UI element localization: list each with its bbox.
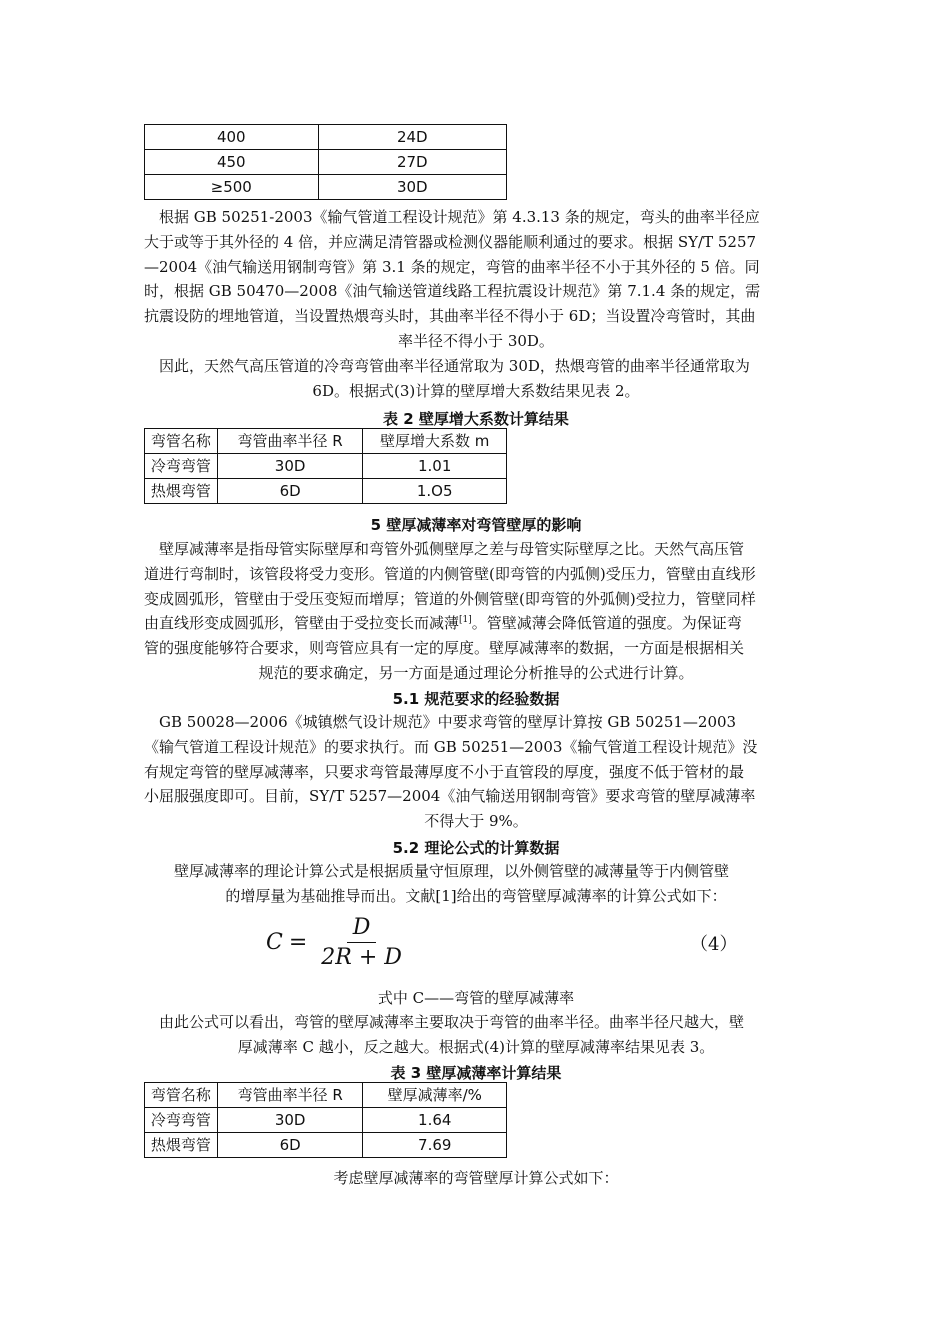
section-5-1-title: 5.1 规范要求的经验数据 [392, 690, 560, 708]
text-line: 抗震设防的埋地管道，当设置热煨弯头时，其曲率半径不得小于 6D；当设置冷弯管时，其曲 [144, 307, 756, 326]
section-5-title: 5 壁厚减薄率对弯管壁厚的影响 [370, 516, 582, 534]
table-cell: 400 [145, 125, 319, 150]
paragraph-theory [144, 859, 808, 909]
text-line: 6D。根据式(3)计算的壁厚增大系数结果见表 2。 [312, 381, 640, 400]
table-2 [144, 428, 507, 504]
text-line: 由此公式可以看出，弯管的壁厚减薄率主要取决于弯管的曲率半径。曲率半径尺越大，壁 [144, 1013, 745, 1031]
text-line: 《输气管道工程设计规范》的要求执行。而 GB 50251—2003《输气管道工程设计规范》没 [144, 737, 758, 756]
table-cell: 24D [318, 125, 506, 150]
text-line: 道进行弯制时，该管段将受力变形。管道的内侧管壁(即弯管的内弧侧)受压力，管壁由直线形 [144, 564, 756, 583]
text-line: 有规定弯管的壁厚减薄率，只要求弯管最薄厚度不小于直管段的厚度，强度不低于管材的最 [144, 762, 745, 781]
table-row [145, 1133, 507, 1158]
formula-lhs: C [266, 929, 283, 955]
text-line: —2004《油气输送用钢制弯管》第 3.1 条的规定，弯管的曲率半径不小于其外径的 5 倍。同 [144, 257, 760, 276]
text-line: 不得大于 9%。 [424, 812, 528, 831]
formula-numerator: D [347, 915, 377, 943]
table-3 [144, 1082, 507, 1158]
table-row [145, 1108, 507, 1133]
table-cell: 27D [318, 150, 506, 175]
closing-line: 考虑壁厚减薄率的弯管壁厚计算公式如下： [333, 1169, 619, 1187]
table-header-cell: 弯管名称 [145, 1083, 218, 1108]
table-header-cell: 弯管曲率半径 R [217, 429, 363, 454]
text-segment: 。管壁减薄会降低管道的强度。为保证弯 [471, 614, 742, 633]
table-cell: 热煨弯管 [145, 1133, 218, 1158]
table-header-cell: 壁厚减薄率/% [363, 1083, 507, 1108]
text-line: 壁厚减薄率是指母管实际壁厚和弯管外弧侧壁厚之差与母管实际壁厚之比。天然气高压管 [144, 540, 745, 558]
text-line: 小屈服强度即可。目前，SY/T 5257—2004《油气输送用钢制弯管》要求弯管的壁厚减薄率 [144, 787, 756, 806]
table-cell: 1.64 [363, 1108, 507, 1133]
formula-denominator: 2R + D [321, 944, 402, 970]
text-line: 规范的要求确定，另一方面是通过理论分析推导的公式进行计算。 [258, 663, 694, 682]
table-header-cell: 壁厚增大系数 m [363, 429, 507, 454]
table-header-cell: 弯管曲率半径 R [217, 1083, 363, 1108]
table-row [145, 150, 507, 175]
table-cell: 450 [145, 150, 319, 175]
formula-fraction [315, 915, 408, 970]
paragraph-thinning-rate [144, 537, 808, 686]
paragraph-curvature-choice [144, 354, 808, 404]
table-row [145, 125, 507, 150]
formula-note: 式中 C——弯管的壁厚减薄率 [377, 989, 575, 1007]
equation-number: （4） [690, 934, 738, 955]
text-line: 根据 GB 50251-2003《输气管道工程设计规范》第 4.3.13 条的规定，弯头的曲率半径应 [144, 208, 760, 226]
table-header-cell: 弯管名称 [145, 429, 218, 454]
formula-4 [266, 916, 408, 968]
paragraph-standard-data [144, 710, 808, 834]
table-cell: 6D [217, 1133, 363, 1158]
table-row [145, 454, 507, 479]
text-line [144, 611, 808, 636]
table-3-caption: 表 3 壁厚减薄率计算结果 [390, 1064, 562, 1082]
text-line: 时，根据 GB 50470—2008《油气输送管道线路工程抗震设计规范》第 7.1.4 条的规定，需 [144, 282, 761, 301]
table-header-row [145, 1083, 507, 1108]
table-cell: 30D [217, 1108, 363, 1133]
citation-ref: [1] [459, 615, 472, 626]
table-cell: 1.01 [363, 454, 507, 479]
table-row [145, 175, 507, 200]
text-line: 率半径不得小于 30D。 [398, 331, 554, 350]
table-header-row [145, 429, 507, 454]
text-line: 管的强度能够符合要求，则弯管应具有一定的厚度。壁厚减薄率的数据，一方面是根据相关 [144, 639, 745, 658]
paragraph-formula-conclusion [144, 1010, 808, 1060]
table-row [145, 479, 507, 504]
section-5-2-title: 5.2 理论公式的计算数据 [392, 839, 560, 857]
table-2-caption: 表 2 壁厚增大系数计算结果 [383, 410, 569, 428]
text-line: 大于或等于其外径的 4 倍，并应满足清管器或检测仪器能顺利通过的要求。根据 SY/T 5257 [144, 232, 757, 251]
text-line: 壁厚减薄率的理论计算公式是根据质量守恒原理，以外侧管壁的减薄量等于内侧管壁 [144, 862, 730, 880]
table-cell: 冷弯弯管 [145, 1108, 218, 1133]
text-line: 厚减薄率 C 越小，反之越大。根据式(4)计算的壁厚减薄率结果见表 3。 [237, 1037, 715, 1056]
table-1 [144, 124, 507, 200]
table-cell: 热煨弯管 [145, 479, 218, 504]
table-cell: 冷弯弯管 [145, 454, 218, 479]
table-cell: 30D [318, 175, 506, 200]
table-cell: 6D [217, 479, 363, 504]
text-line: GB 50028—2006《城镇燃气设计规范》中要求弯管的壁厚计算按 GB 50251—2003 [144, 713, 737, 731]
table-cell: 7.69 [363, 1133, 507, 1158]
table-cell: ≥500 [145, 175, 319, 200]
text-line: 的增厚量为基础推导而出。文献[1]给出的弯管壁厚减薄率的计算公式如下： [225, 886, 727, 905]
text-line: 因此，天然气高压管道的冷弯弯管曲率半径通常取为 30D，热煨弯管的曲率半径通常取为 [144, 357, 750, 375]
table-cell: 1.O5 [363, 479, 507, 504]
formula-equals: = [288, 929, 308, 955]
text-line: 变成圆弧形，管壁由于受压变短而增厚；管道的外侧管壁(即弯管的外弧侧)受拉力，管壁同样 [144, 589, 756, 608]
paragraph-curvature-standards [144, 205, 808, 354]
table-cell: 30D [217, 454, 363, 479]
text-segment: 由直线形变成圆弧形，管壁由于受拉变长而减薄 [144, 614, 460, 633]
